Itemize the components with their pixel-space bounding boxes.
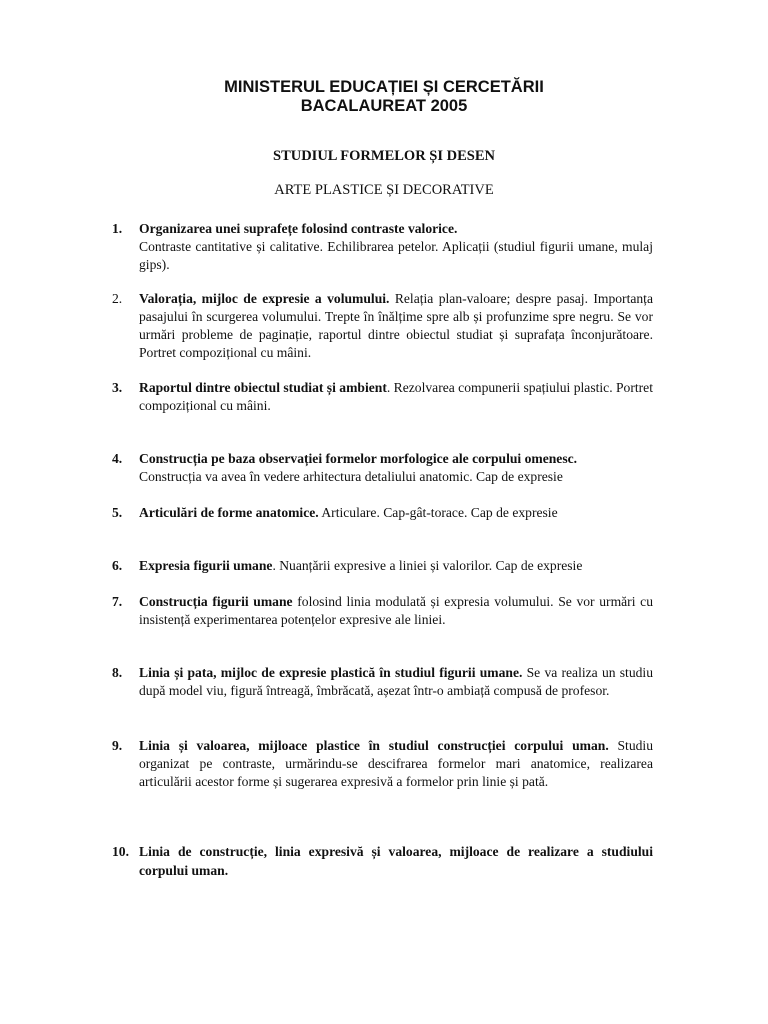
item-title: Linia de construcție, linia expresivă și valoarea, mijloace de realizare a studiului corpului uman. bbox=[139, 844, 653, 878]
list-item bbox=[112, 593, 653, 629]
list-item bbox=[112, 557, 653, 575]
ministry-title: MINISTERUL EDUCAȚIEI ȘI CERCETĂRII bbox=[224, 78, 544, 96]
item-text: Studiu organizat pe contraste, urmărindu-se descifrarea formelor mari anatomice, realizarea articulării acestor forme și sugerarea expresivă a formelor prin linie și pată. bbox=[139, 738, 654, 789]
item-title: Linia și pata, mijloc de expresie plastică în studiul figurii umane. bbox=[139, 665, 523, 680]
item-title: Articulări de forme anatomice. bbox=[139, 505, 319, 520]
item-text: Construcția va avea în vedere arhitectura detaliului anatomic. Cap de expresie bbox=[139, 469, 563, 484]
item-title: Linia și valoarea, mijloace plastice în studiul construcției corpului uman. bbox=[139, 738, 609, 753]
item-number: 10. bbox=[112, 844, 129, 859]
list-item bbox=[112, 664, 653, 700]
subject-title: STUDIUL FORMELOR ȘI DESEN bbox=[273, 148, 495, 164]
list-item bbox=[112, 290, 653, 362]
item-number: 6. bbox=[112, 558, 123, 573]
list-item bbox=[112, 504, 653, 522]
list-item bbox=[112, 737, 653, 791]
item-text: . Nuanțării expresive a liniei și valorilor. Cap de expresie bbox=[272, 558, 583, 573]
item-text: Se va realiza un studiu după model viu, figură întreagă, îmbrăcată, așezat într-o ambiață compusă de profesor. bbox=[139, 665, 653, 698]
item-number: 7. bbox=[112, 594, 123, 609]
document-header bbox=[0, 78, 768, 116]
item-number: 4. bbox=[112, 451, 123, 466]
item-text: Articulare. Cap-gât-torace. Cap de expresie bbox=[321, 505, 558, 520]
item-number: 5. bbox=[112, 505, 123, 520]
item-number: 3. bbox=[112, 380, 123, 395]
item-number: 1. bbox=[112, 221, 123, 236]
item-title: Expresia figurii umane bbox=[139, 558, 273, 573]
list-item bbox=[112, 379, 653, 415]
item-title: Organizarea unei suprafețe folosind contraste valorice. bbox=[139, 221, 458, 236]
item-number: 8. bbox=[112, 665, 123, 680]
exam-title: BACALAUREAT 2005 bbox=[300, 97, 468, 115]
item-title: Construcția figurii umane bbox=[139, 594, 293, 609]
item-text: Relația plan-valoare; despre pasaj. Importanța pasajului în scurgerea volumului. Trepte în înălțime spre alb și profunzime spre negru. Se vor urmări probleme de paginație, raportul dintre obiectul studiat și suprafața înconjurătoare. Portret compozițional cu mâini. bbox=[139, 291, 653, 360]
item-title: Raportul dintre obiectul studiat și ambient bbox=[139, 380, 387, 395]
item-title: Valorația, mijloc de expresie a volumului. bbox=[139, 291, 390, 306]
list-item bbox=[112, 842, 653, 880]
item-text: Contraste cantitative și calitative. Echilibrarea petelor. Aplicații (studiul figurii umane, mulaj gips). bbox=[139, 239, 653, 272]
list-item bbox=[112, 220, 653, 274]
item-title: Construcția pe baza observației formelor morfologice ale corpului omenesc. bbox=[139, 451, 578, 466]
item-text: folosind linia modulată și expresia volumului. Se vor urmări cu insistență experimentarea potențelor expresive ale liniei. bbox=[139, 594, 653, 627]
item-text: . Rezolvarea compunerii spațiului plastic. Portret compozițional cu mâini. bbox=[139, 380, 653, 413]
item-number: 9. bbox=[112, 738, 123, 753]
list-item bbox=[112, 450, 653, 486]
item-number: 2. bbox=[112, 291, 123, 306]
section-title: ARTE PLASTICE ȘI DECORATIVE bbox=[274, 182, 494, 198]
